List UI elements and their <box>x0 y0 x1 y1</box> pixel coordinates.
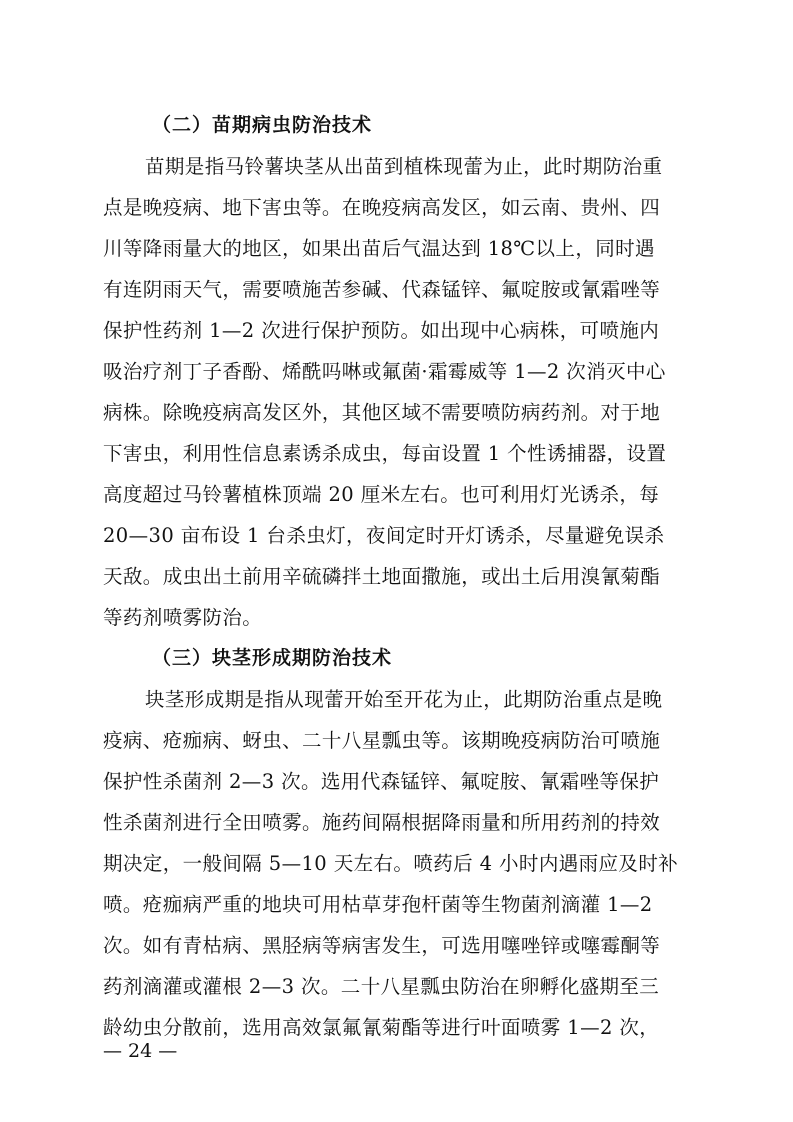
paragraph-line: 保护性杀菌剂 2—3 次。选用代森锰锌、氟啶胺、氰霜唑等保护 <box>103 770 660 793</box>
paragraph-line: 吸治疗剂丁子香酚、烯酰吗啉或氟菌·霜霉威等 1—2 次消灭中心 <box>103 360 666 383</box>
paragraph-line: 龄幼虫分散前，选用高效氯氟氰菊酯等进行叶面喷雾 1—2 次， <box>103 1016 660 1039</box>
paragraph-line: 高度超过马铃薯植株顶端 20 厘米左右。也可利用灯光诱杀，每 <box>103 483 660 506</box>
paragraph-line: 疫病、疮痂病、蚜虫、二十八星瓢虫等。该期晚疫病防治可喷施 <box>103 729 661 752</box>
paragraph-line: 有连阴雨天气，需要喷施苦参碱、代森锰锌、氟啶胺或氰霜唑等 <box>103 278 661 301</box>
paragraph-line: 期决定，一般间隔 5—10 天左右。喷药后 4 小时内遇雨应及时补 <box>103 852 679 875</box>
paragraph-line: 川等降雨量大的地区，如果出苗后气温达到 18℃以上，同时遇 <box>103 237 655 260</box>
paragraph-line: 药剂滴灌或灌根 2—3 次。二十八星瓢虫防治在卵孵化盛期至三 <box>103 975 660 998</box>
section-heading-tuber-formation: （三）块茎形成期防治技术 <box>152 647 393 669</box>
paragraph-line: 天敌。成虫出土前用辛硫磷拌土地面撒施，或出土后用溴氰菊酯 <box>103 565 661 588</box>
paragraph-line: 病株。除晚疫病高发区外，其他区域不需要喷防病药剂。对于地 <box>103 401 661 424</box>
paragraph-line: 苗期是指马铃薯块茎从出苗到植株现蕾为止，此时期防治重 <box>145 155 663 178</box>
paragraph-line: 块茎形成期是指从现蕾开始至开花为止，此期防治重点是晚 <box>145 688 663 711</box>
paragraph-line: 次。如有青枯病、黑胫病等病害发生，可选用噻唑锌或噻霉酮等 <box>103 934 661 957</box>
section-heading-seedling: （二）苗期病虫防治技术 <box>152 114 373 136</box>
paragraph-line: 等药剂喷雾防治。 <box>103 606 263 629</box>
page-number: — 24 — <box>103 1040 178 1062</box>
paragraph-line: 性杀菌剂进行全田喷雾。施药间隔根据降雨量和所用药剂的持效 <box>103 811 661 834</box>
paragraph-line: 保护性药剂 1—2 次进行保护预防。如出现中心病株，可喷施内 <box>103 319 660 342</box>
paragraph-line: 喷。疮痂病严重的地块可用枯草芽孢杆菌等生物菌剂滴灌 1—2 <box>103 893 653 916</box>
paragraph-line: 点是晚疫病、地下害虫等。在晚疫病高发区，如云南、贵州、四 <box>103 196 661 219</box>
paragraph-line: 下害虫，利用性信息素诱杀成虫，每亩设置 1 个性诱捕器，设置 <box>103 442 667 465</box>
paragraph-line: 20—30 亩布设 1 台杀虫灯，夜间定时开灯诱杀，尽量避免误杀 <box>103 524 665 547</box>
